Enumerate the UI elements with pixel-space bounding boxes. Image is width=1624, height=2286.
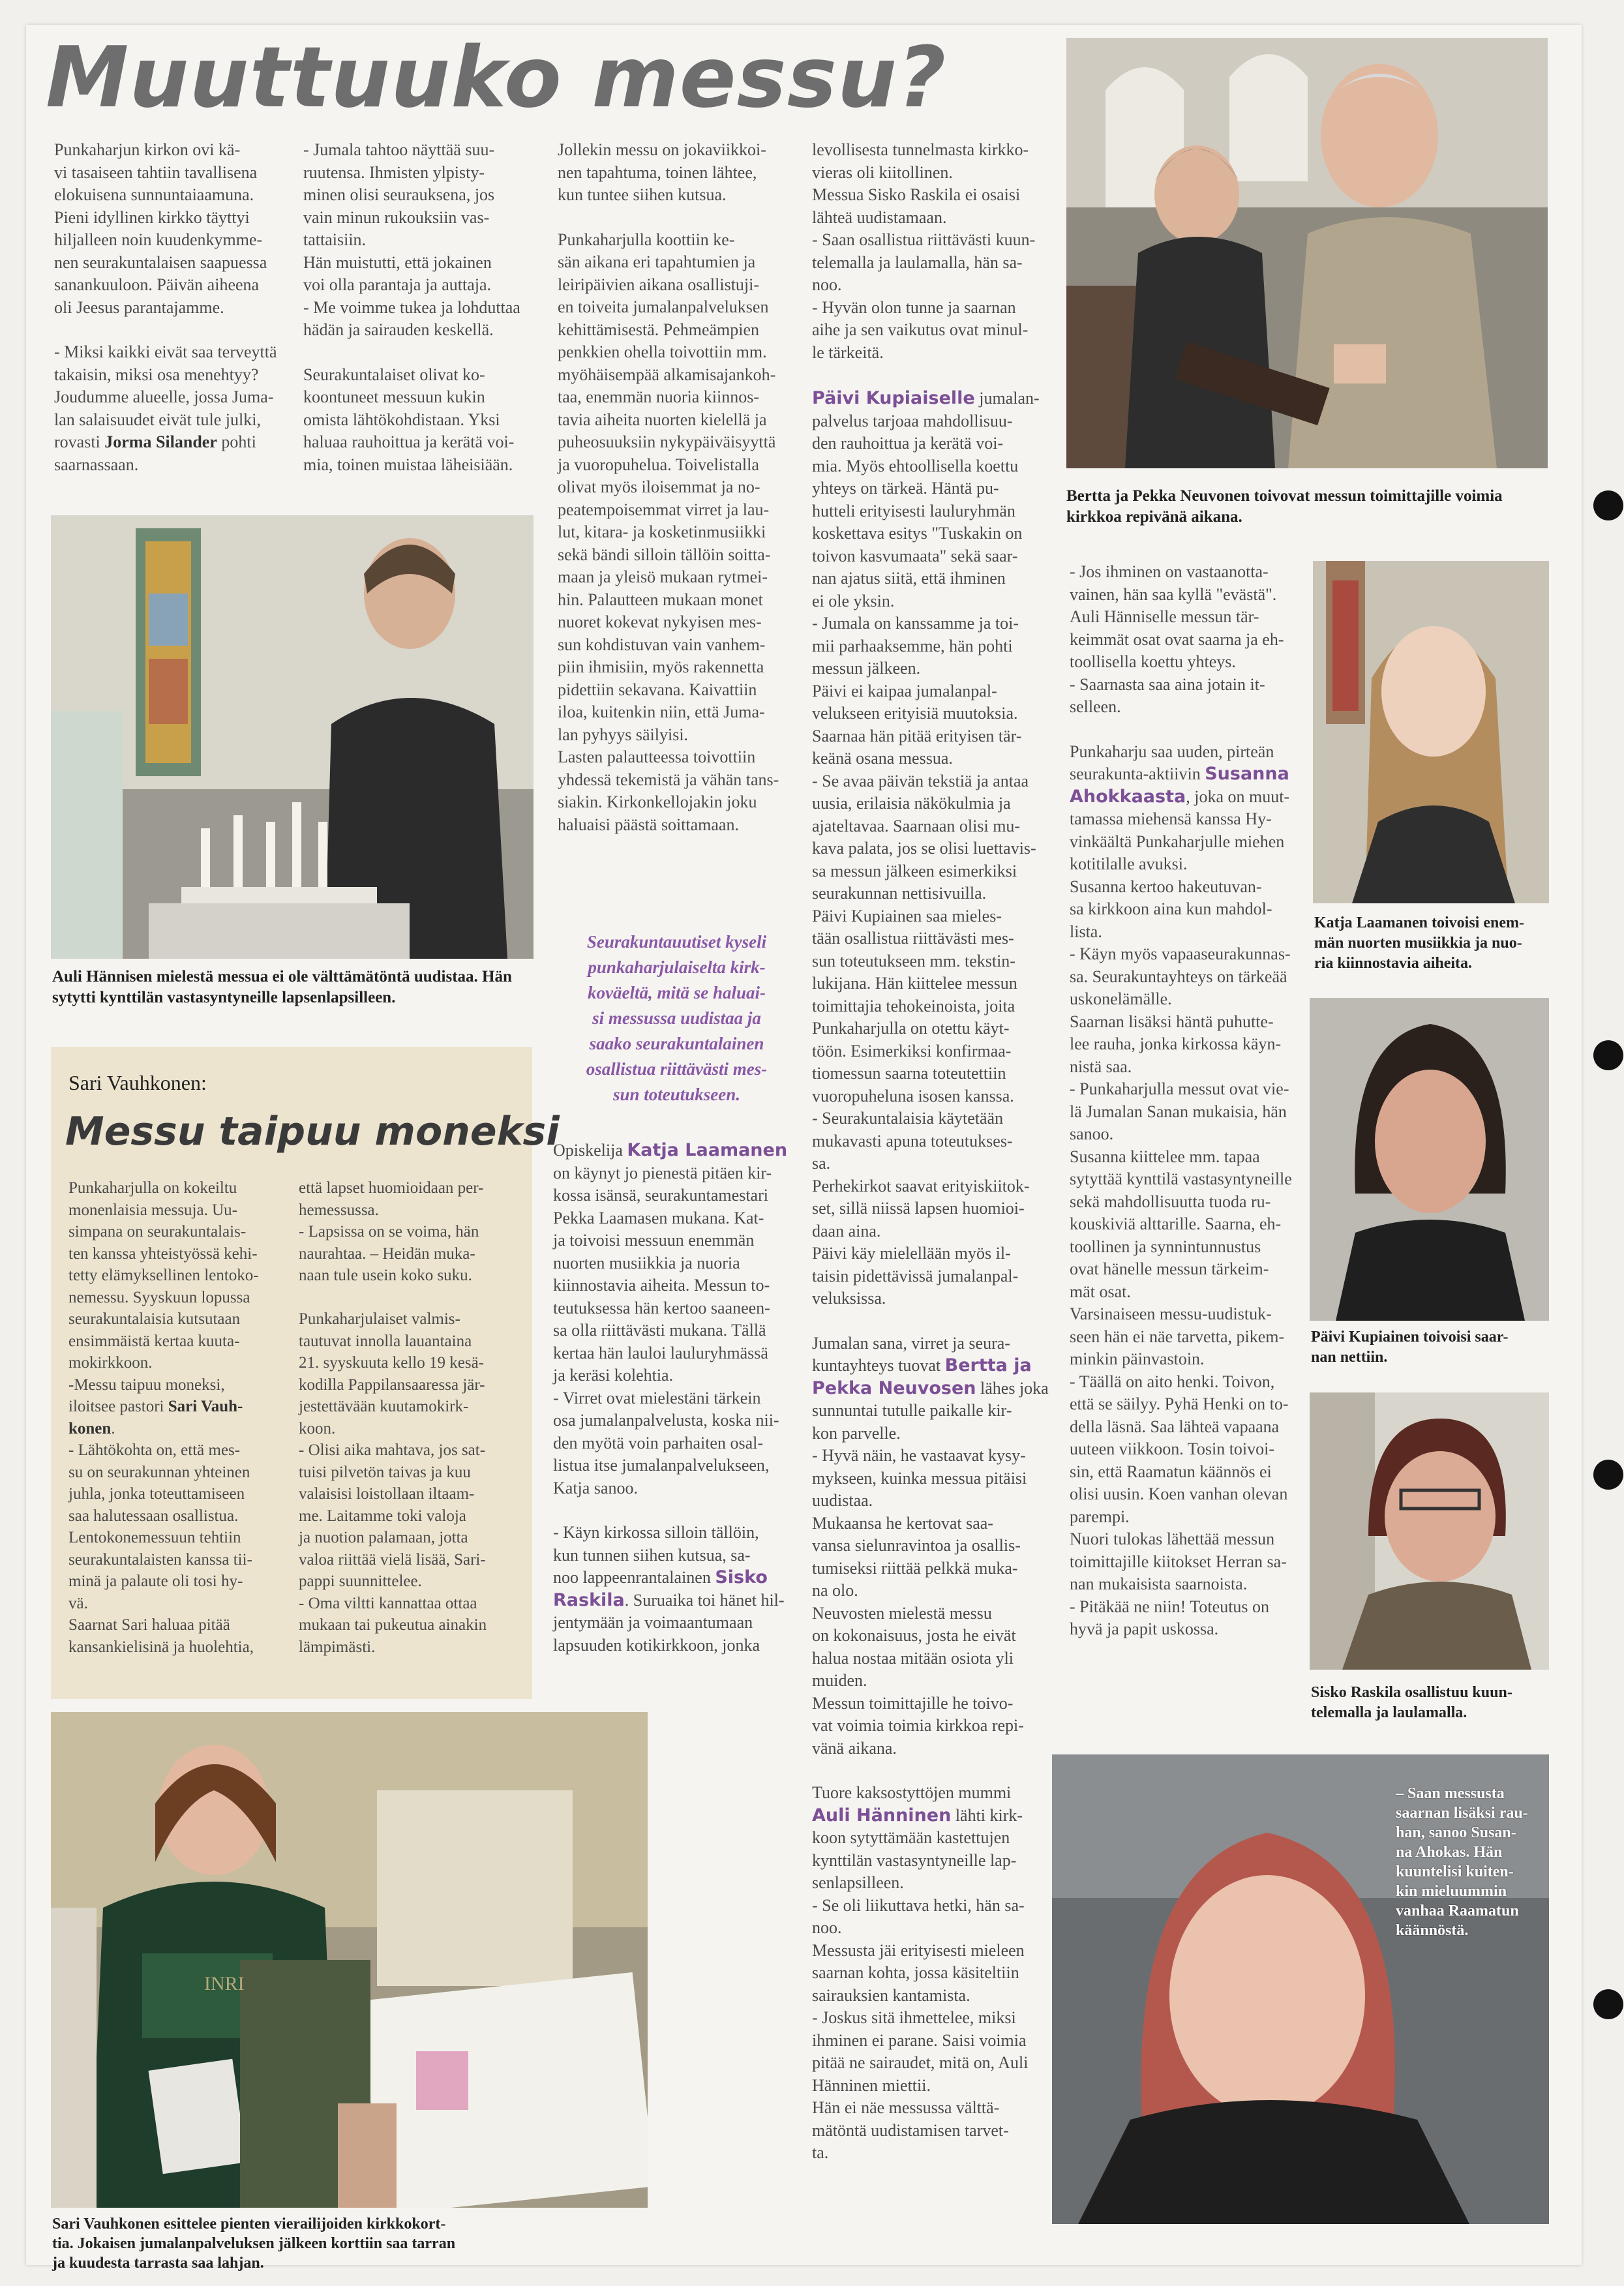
caption-sisko: Sisko Raskila osallistuu kuun- telemalla ja laulamalla. bbox=[1311, 1684, 1512, 1721]
name-jorma: Jorma Silander bbox=[104, 432, 217, 451]
photo-bertta-pekka bbox=[1066, 38, 1548, 468]
caption-katja: Katja Laamanen toivoisi enem- män nuorten musiikkia ja nuo- ria kiinnostavia aiheita. bbox=[1314, 914, 1524, 972]
name-susanna: Susanna Ahokkaasta bbox=[1070, 764, 1289, 807]
column-5 bbox=[1070, 561, 1311, 1663]
caption-sari: Sari Vauhkonen esittelee pienten vierailijoiden kirkkokort- tia. Jokaisen jumalanpalveluksen jälkeen korttiin saa tarran ja kuudesta tarrasta saa lahjan. bbox=[52, 2216, 456, 2272]
stole-inri: INRI bbox=[204, 1973, 245, 1994]
binder-hole-3 bbox=[1593, 1460, 1623, 1490]
col4-p2 bbox=[812, 387, 1053, 1310]
col4-p3-end: lähes joka sunnuntai tutulle paikalle kir- kon parvelle. - Hyvä näin, he vastaavat kysy- mykseen, kuinka messua pitäisi uudistaa. Mukaansa he kertovat saa- vansa sielunravintoa ja osallis- tumiseksi riittää pelkkä muka- na olo. Neuvosten mielestä messu on kokonaisuus, josta he eivät halua nostaa mitään osiota yli muiden. Messun toimittajille he toivo- vat voimia toimia kirkkoa repi- vänä aikana. bbox=[812, 1378, 1049, 1758]
binder-hole-4 bbox=[1593, 1989, 1623, 2019]
col3b-p1-body: on käynyt jo pienestä pitäen kir- kossa isänsä, seurakuntamestari Pekka Laamasen mukana. Kat- ja toivoisi messuun enemmän nuorten musiikkia ja nuoria kiinnostavia aiheita. Messun to- teutuksessa hän kertoo saaneen- sa olla riittävästi mukana. Tällä kertaa hän lauloi lauluryhmässä ja keräsi kolehtia. - Virret ovat mielestäni tärkein osa jumalanpalvelusta, koska nii- den myötä voin parhaiten osal- listua itse jumalanpalvelukseen, Katja sanoo. bbox=[553, 1163, 779, 1497]
col5-p2-end: , joka on muut- tamassa miehensä kanssa Hy- vinkäältä Punkaharjulle miehen kotitilalle avuksi. Susanna kertoo hakeutuvan- sa kirkkoon aina kun mahdol- lista. - Käyn myös vapaaseurakunnas- sa. Seurakuntayhteys on tärkeää uskonelämälle. Saarnan lisäksi häntä puhutte- lee rauha, jonka kirkossa käyn- nistä saa. - Punkaharjulla messut ovat vie- lä Jumalan Sanan mukaisia, hän sanoo. Susanna kiittelee mm. tapaa sytyttää kynttilä vastasyntyneille sekä mahdollisuutta tuoda ru- kouskiviä alttarille. Saarna, eh- toollinen ja synnintunnustus ovat hänelle messun tärkeim- mät osat. Varsinaiseen messu-uudistuk- seen hän ei näe tarvetta, pikem- minkin päinvastoin. - Täällä on aito henki. Toivon, että se säilyy. Pyhä Henki on to- della läsnä. Saa lähteä vapaana uuteen viikkoon. Tosin toivoi- sin, että Raamatun käännös ei olisi uusin. Koen vanhan olevan parempi. Nuori tulokas lähettää messun toimittajille kiitokset Herran sa- nan mukaisista saarnoista. - Pitäkää ne niin! Toteutus on hyvä ja papit uskossa. bbox=[1070, 787, 1292, 1638]
col3b-p2-start: - Käyn kirkossa silloin tällöin, kun tunnen siihen kutsua, sa- noo lappeenrantalainen bbox=[553, 1523, 759, 1587]
col3b-p1 bbox=[553, 1139, 794, 1499]
col3-p2: Punkaharjulla koottiin ke- sän aikana eri tapahtumien ja leiripäivien aikana osallistuji- en toiveita jumalanpalveluksen kehittämisestä. Pehmeämpien penkkien ohella toivottiin mm. myöhäisempää alkamisajankoh- taa, enemmän nuoria kiinnos- tavia aiheita nuorten kielellä ja puheosuuksiin nykypäiväisyyttä ja vuoropuhelua. Toivelistalla olivat myös iloisemmat ja no- peatempoisemmat virret ja lau- lut, kitara- ja kosketinmusiikki sekä bändi silloin tällöin soitta- maan ja yleisö mukaan rytmei- hin. Palautteen mukaan monet nuoret kokevat nykyisen mes- sun kohdistuvan vain vanhem- piin ihmisiin, myös rakennetta pidettiin sekavana. Kaivattiin iloa, kuitenkin niin, että Juma- lan pyhyys säilyisi. Lasten palautteessa toivottiin yhdessä tekemistä ja vähän tans- siakin. Kirkonkellojakin joku haluaisi päästä soittamaan. bbox=[558, 230, 779, 834]
photo-paivi bbox=[1310, 998, 1549, 1321]
column-3b bbox=[553, 1139, 794, 1679]
photo-katja bbox=[1313, 561, 1549, 903]
col3b-p2 bbox=[553, 1522, 794, 1657]
binder-hole-1 bbox=[1593, 490, 1623, 520]
column-4 bbox=[812, 139, 1053, 2187]
caption-bertta: Bertta ja Pekka Neuvonen toivovat messun toimittajille voimia kirkkoa repivänä aikana. bbox=[1066, 487, 1503, 526]
col1-p2-tail: pohti saarnassaan. bbox=[54, 432, 256, 474]
column-1 bbox=[54, 139, 289, 498]
name-paivi: Päivi Kupiaiselle bbox=[812, 388, 975, 408]
col4-p4 bbox=[812, 1782, 1053, 2165]
box-kicker: Sari Vauhkonen: bbox=[68, 1071, 207, 1094]
col2-p1: - Jumala tahtoo näyttää suu- ruutensa. Ihmisten ylpisty- minen olisi seurauksena, jos vain minun rukouksiin vas- tattaisiin. Hän muistutti, että jokainen voi olla parantaja ja auttaja. - Me voimme tukea ja lohduttaa hädän ja sairauden keskellä. bbox=[303, 140, 520, 339]
name-bertta: Bertta ja Pekka Neuvosen bbox=[812, 1355, 1032, 1398]
box-col-a-body: Punkaharjulla on kokeiltu monenlaisia messuja. Uu- simpana on seurakuntalais- ten kanssa yhteistyössä kehi- tetty elämyksellinen lentoko- nemessu. Syyskuun lopussa seurakuntalaisia kutsutaan ensimmäistä kertaa kuuta- mokirkkoon. -Messu taipuu moneksi, iloitsee pastori bbox=[68, 1179, 259, 1415]
col1-p2 bbox=[54, 341, 289, 476]
box-title: Messu taipuu moneksi bbox=[65, 1109, 560, 1154]
box-col-b bbox=[299, 1177, 524, 1680]
col1-p2-text: - Miksi kaikki eivät saa terveyttä takaisin, miksi osa menehtyy? Joudumme alueelle, jossa Juma- lan salaisuudet eivät tule julki, rovasti bbox=[54, 342, 277, 451]
col3-p1: Jollekin messu on jokaviikkoi- nen tapahtuma, toinen lähtee, kun tuntee siihen kutsua. bbox=[558, 140, 766, 204]
col4-p3 bbox=[812, 1332, 1053, 1760]
headline: Muuttuuko messu? bbox=[46, 29, 947, 127]
col3b-intro: Opiskelija bbox=[553, 1141, 623, 1160]
name-auli: Auli Hänninen bbox=[812, 1805, 952, 1826]
name-sisko: Sisko Raskila bbox=[553, 1567, 768, 1610]
col2-p2: Seurakuntalaiset olivat ko- koontuneet messuun kukin omista lähtökohdistaan. Yksi haluaa rauhoittua ja kerätä voi- mia, toinen muistaa läheisiään. bbox=[303, 365, 515, 474]
photo-auli bbox=[51, 515, 534, 959]
col4-p2-body: jumalan- palvelus tarjoaa mahdollisuu- den rauhoittua ja kerätä voi- mia. Myös ehtoollisella koettu yhteys on tärkeä. Häntä pu- hutteli erityisesti lauluryhmän koskettava esitys "Tuskakin on toivon kasvumaata" sekä saar- nan ajatus siitä, että ihminen ei ole yksin. - Jumala on kanssamme ja toi- mii parhaaksemme, hän pohti messun jälkeen. Päivi ei kaipaa jumalanpal- velukseen erityisiä muutoksia. Saarnaa hän pitää erityisen tär- keänä osana messua. - Se avaa päivän tekstiä ja antaa uusia, erilaisia näkökulmia ja ajateltavaa. Saarnaan olisi mu- kava palata, jos se olisi luettavis- sa messun jälkeen esimerkiksi seurakunnan nettisivuilla. Päivi Kupiainen saa mieles- tään osallistua riittävästi mes- sun toteutukseen mm. tekstin- lukijana. Hän kiittelee messun toimittajia tehokeinoista, joita Punkaharjulla on otettu käyt- töön. Esimerkiksi konfirmaa- tiomessun saarna toteutettiin vuoropuheluna isosen kanssa. - Seurakuntalaisia käytetään mukavasti apuna toteutukses- sa. Perhekirkot saavat erityiskiitok- set, sillä niissä lapsen huomioi- daan aina. Päivi käy mielellään myös il- taisin pidettävissä jumalanpal- veluksissa. bbox=[812, 389, 1040, 1308]
photo-sari bbox=[51, 1712, 648, 2208]
col4-p4-end: lähti kirk- koon sytyttämään kastettujen kynttilän vastasyntyneille lap- senlapsilleen. - Se oli liikuttava hetki, hän sa- noo. Messusta jäi erityisesti mieleen saarnan kohta, jossa käsiteltiin sairauksien kantamista. - Joskus sitä ihmettelee, miksi ihminen ei parane. Saisi voimia pitää ne sairaudet, mitä on, Auli Hänninen miettii. Hän ei näe messussa välttä- mätöntä uudistamisen tarvet- ta. bbox=[812, 1805, 1029, 2162]
caption-paivi: Päivi Kupiainen toivoisi saar- nan nettiin. bbox=[1311, 1329, 1509, 1366]
pull-quote: Seurakuntauutiset kyseli punkaharjulaiselta kirk- koväeltä, mitä se haluai- si messussa uudistaa ja saako seurakuntalainen osallistua riittävästi mes- sun toteutukseen. bbox=[586, 932, 768, 1104]
col5-p2-start: Punkaharju saa uuden, pirteän seurakunta-aktiivin bbox=[1070, 742, 1274, 783]
box-col-a-tail: . - Lähtökohta on, että mes- su on seurakunnan yhteinen juhla, jonka toteuttamiseen saa halutessaan osallistua. Lentokonemessuun tehtiin seurakuntalaisten kanssa tii- minä ja palaute oli tosi hy- vä. Saarnat Sari haluaa pitää kansankielisinä ja huolehtia, bbox=[68, 1419, 254, 1656]
col4-p1: levollisesta tunnelmasta kirkko- vieras oli kiitollinen. Messua Sisko Raskila ei osaisi lähteä uudistamaan. - Saan osallistua riittävästi kuun- telemalla ja laulamalla, hän sa- noo. - Hyvän olon tunne ja saarnan aihe ja sen vaikutus ovat minul- le tärkeitä. bbox=[812, 140, 1036, 362]
photo-sisko bbox=[1310, 1392, 1549, 1670]
column-2 bbox=[303, 139, 541, 498]
name-sari: Sari Vauh- konen bbox=[68, 1398, 243, 1437]
box-col-b-text: että lapset huomioidaan per- hemessussa. - Lapsissa on se voima, hän naurahtaa. – Heidän muka- naan tule usein koko suku. Punkaharjulaiset valmis- tautuvat innolla lauantaina 21. syyskuuta kello 19 kesä- kodilla Pappilansaaressa jär- jestettävään kuutamokirk- koon. - Olisi aika mahtava, jos sat- tuisi pilvetön taivas ja kuu valaisisi loistollaan iltaam- me. Laitamme toki valoja ja nuotion palamaan, jotta valoa riittää vielä lisää, Sari- pappi suunnittelee. - Oma viltti kannattaa ottaa mukaan tai pukeutua ainakin lämpimästi. bbox=[299, 1179, 487, 1656]
box-col-a-text bbox=[68, 1177, 293, 1658]
col5-p1: - Jos ihminen on vastaanotta- vainen, hän saa kyllä "evästä". Auli Hänniselle messun tär- keimmät osat ovat saarna ja eh- toollisella koettu yhteys. - Saarnasta saa aina jotain it- selleen. bbox=[1070, 562, 1284, 716]
col4-p4-start: Tuore kaksostyttöjen mummi bbox=[812, 1783, 1012, 1802]
col3b-p2-end: . Suruaika toi hänet hil- jentymään ja voimaantumaan lapsuuden kotikirkkoon, jonka bbox=[553, 1590, 785, 1655]
box-col-a bbox=[68, 1177, 293, 1680]
column-3 bbox=[558, 139, 796, 858]
binder-hole-2 bbox=[1593, 1040, 1623, 1070]
col5-p2 bbox=[1070, 741, 1311, 1641]
col4-p3-start: Jumalan sana, virret ja seura- kuntayhteys tuovat bbox=[812, 1333, 1010, 1375]
name-katja: Katja Laamanen bbox=[627, 1140, 788, 1160]
col1-p1: Punkaharjun kirkon ovi kä- vi tasaiseen tahtiin tavallisena elokuisena sunnuntaiaamuna. Pieni idyllinen kirkko täyttyi hiljalleen noin kuudenkymme- nen seurakuntalaisen saapuessa sanankuuloon. Päivän aiheena oli Jeesus parantajamme. bbox=[54, 140, 267, 317]
caption-auli: Auli Hännisen mielestä messua ei ole välttämätöntä uudistaa. Hän sytytti kynttilän vastasyntyneille lapsenlapsilleen. bbox=[52, 968, 512, 1006]
susanna-quote: – Saan messusta saarnan lisäksi rau- han, sanoo Susan- na Ahokas. Hän kuuntelisi kuiten- kin mieluummin vanhaa Raamatun käännöstä. bbox=[1396, 1785, 1528, 1939]
